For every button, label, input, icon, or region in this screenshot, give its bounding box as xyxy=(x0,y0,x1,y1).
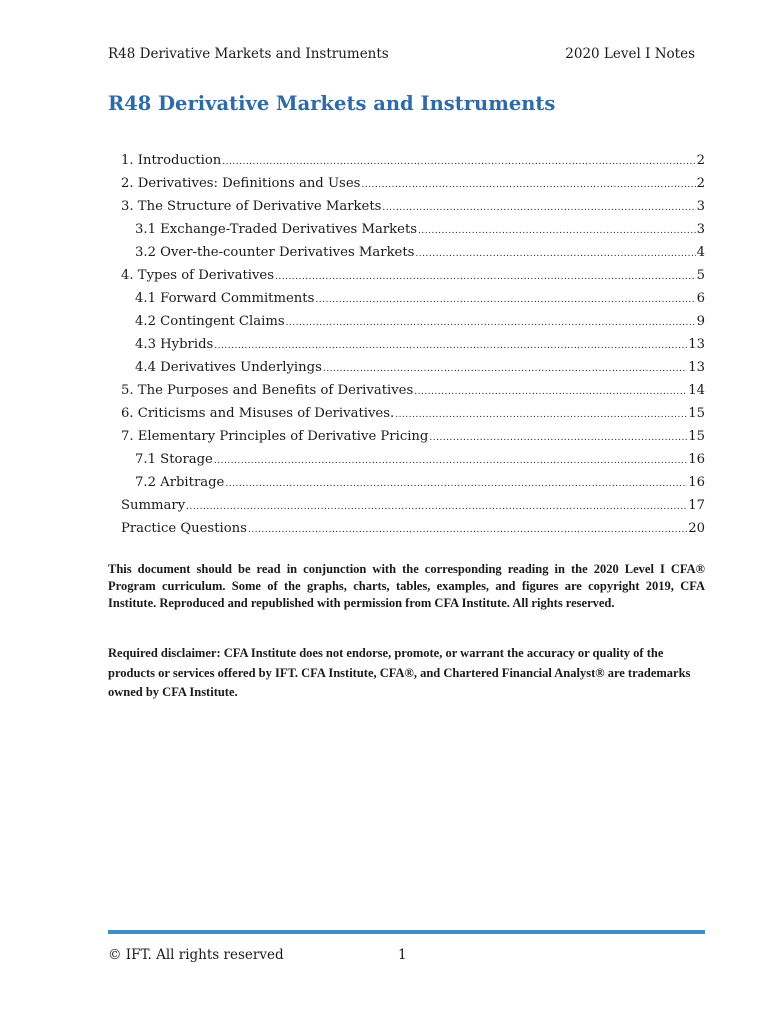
toc-entry-label: Practice Questions xyxy=(121,521,247,536)
toc-entry-label: 3.1 Exchange-Traded Derivatives Markets xyxy=(135,222,418,237)
disclaimer-paragraph: Required disclaimer: CFA Institute does not endorse, promote, or warrant the accuracy or quality of the products or services offered by IFT. CFA Institute, CFA®, and Chartered Financial Analyst® are trademarks owned by CFA Institute. xyxy=(108,646,691,699)
toc-entry[interactable] xyxy=(121,310,705,333)
toc-entry[interactable] xyxy=(121,448,705,471)
toc-dot-leader xyxy=(382,197,695,220)
toc-dot-leader xyxy=(275,266,696,289)
toc-entry-page: 16 xyxy=(688,452,705,467)
toc-dot-leader xyxy=(214,450,687,473)
toc-entry-label: 7.1 Storage xyxy=(135,452,213,467)
toc-dot-leader xyxy=(186,496,687,519)
toc-entry[interactable] xyxy=(121,471,705,494)
page-header xyxy=(108,46,695,68)
toc-entry[interactable] xyxy=(121,195,705,218)
toc-dot-leader xyxy=(222,151,695,174)
toc-entry-page: 16 xyxy=(688,475,705,490)
toc-dot-leader xyxy=(361,174,695,197)
toc-entry-label: Summary xyxy=(121,498,186,513)
toc-entry[interactable] xyxy=(121,264,705,287)
toc-entry-page: 13 xyxy=(688,360,705,375)
toc-entry-label: 5. The Purposes and Benefits of Derivatives xyxy=(121,383,414,398)
toc-entry-label: 3. The Structure of Derivative Markets xyxy=(121,199,382,214)
toc-entry[interactable] xyxy=(121,218,705,241)
toc-entry-page: 3 xyxy=(696,199,705,214)
toc-entry-label: 6. Criticisms and Misuses of Derivatives. xyxy=(121,406,395,421)
table-of-contents xyxy=(121,149,705,540)
toc-entry-label: 7.2 Arbitrage xyxy=(135,475,225,490)
toc-entry-page: 6 xyxy=(696,291,705,306)
toc-entry-page: 4 xyxy=(696,245,705,260)
toc-entry[interactable] xyxy=(121,517,705,540)
footer-rule xyxy=(108,930,705,934)
toc-entry-page: 5 xyxy=(696,268,705,283)
toc-dot-leader xyxy=(415,243,695,266)
toc-entry[interactable] xyxy=(121,172,705,195)
footer-page-number: 1 xyxy=(398,947,407,963)
toc-dot-leader xyxy=(418,220,696,243)
toc-entry-page: 2 xyxy=(696,176,705,191)
toc-entry-label: 4.3 Hybrids xyxy=(135,337,214,352)
intro-paragraph: This document should be read in conjunction with the corresponding reading in the 2020 Level I CFA® Program curriculum. Some of the graphs, charts, tables, examples, and figures are copyright 2019, CFA Institute. Reproduced and republished with permission from CFA Institute. All rights reserved. xyxy=(108,562,705,610)
toc-entry[interactable] xyxy=(121,149,705,172)
toc-entry-page: 15 xyxy=(688,429,705,444)
toc-entry[interactable] xyxy=(121,287,705,310)
header-right-label: 2020 Level I Notes xyxy=(565,46,695,62)
toc-entry[interactable] xyxy=(121,379,705,402)
footer-copyright: © IFT. All rights reserved xyxy=(108,947,284,963)
toc-entry-label: 1. Introduction xyxy=(121,153,222,168)
document-title: R48 Derivative Markets and Instruments xyxy=(108,92,556,115)
header-left-title: R48 Derivative Markets and Instruments xyxy=(108,46,389,62)
toc-dot-leader xyxy=(414,381,687,404)
toc-entry-label: 4.4 Derivatives Underlyings xyxy=(135,360,322,375)
toc-entry-label: 3.2 Over-the-counter Derivatives Markets xyxy=(135,245,415,260)
toc-dot-leader xyxy=(214,335,687,358)
toc-entry[interactable] xyxy=(121,333,705,356)
toc-dot-leader xyxy=(315,289,695,312)
toc-entry-page: 20 xyxy=(688,521,705,536)
toc-entry[interactable] xyxy=(121,425,705,448)
toc-entry[interactable] xyxy=(121,402,705,425)
toc-entry-label: 4. Types of Derivatives xyxy=(121,268,274,283)
toc-dot-leader xyxy=(323,358,687,381)
toc-dot-leader xyxy=(429,427,687,450)
toc-entry-page: 17 xyxy=(688,498,705,513)
toc-dot-leader xyxy=(225,473,687,496)
toc-dot-leader xyxy=(286,312,696,335)
toc-entry-label: 4.2 Contingent Claims xyxy=(135,314,285,329)
toc-entry-page: 3 xyxy=(696,222,705,237)
toc-entry[interactable] xyxy=(121,356,705,379)
toc-entry-label: 7. Elementary Principles of Derivative Pricing xyxy=(121,429,429,444)
toc-entry-page: 2 xyxy=(696,153,705,168)
toc-entry[interactable] xyxy=(121,241,705,264)
toc-dot-leader xyxy=(395,404,687,427)
toc-entry-label: 2. Derivatives: Definitions and Uses xyxy=(121,176,361,191)
toc-dot-leader xyxy=(248,519,687,542)
toc-entry-page: 14 xyxy=(688,383,705,398)
toc-entry-label: 4.1 Forward Commitments xyxy=(135,291,315,306)
toc-entry[interactable] xyxy=(121,494,705,517)
toc-entry-page: 9 xyxy=(696,314,705,329)
toc-entry-page: 13 xyxy=(688,337,705,352)
toc-entry-page: 15 xyxy=(688,406,705,421)
